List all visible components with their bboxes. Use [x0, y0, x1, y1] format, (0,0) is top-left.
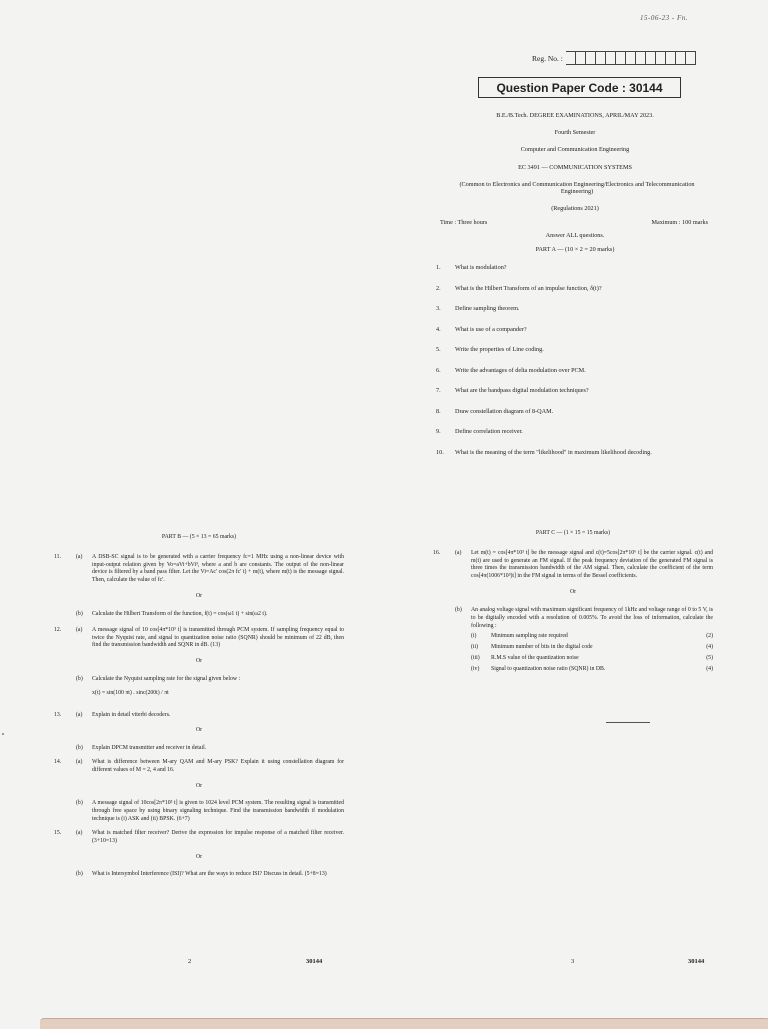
- or-separator: Or: [195, 853, 203, 860]
- subquestion: (iii) R.M.S value of the quantization noise (5): [471, 654, 713, 661]
- or-separator: Or: [195, 727, 203, 734]
- reg-no-box: [616, 51, 626, 65]
- handwritten-date-note: 15-06-23 - Fn.: [640, 14, 689, 22]
- list-item: 3. Define sampling theorem.: [436, 305, 520, 312]
- question-15a: 15. (a) What is matched filter receiver? Derive the expression for impulse response of a matched filter receiver. (3+10=13): [54, 829, 344, 844]
- reg-no-box: [606, 51, 616, 65]
- part-b-column: [54, 534, 344, 882]
- question-12a: 12. (a) A message signal of 10 cos[4π*10³ t] is transmitted through PCM system. If sampling frequency equal to twice the Nyquist rate, and signal to quantization noise ratio (SQNR) should be minimum of 22 dB, then find the transmission bandwidth and SQNR in dB. (13): [54, 626, 344, 649]
- reg-no-box: [626, 51, 636, 65]
- part-a-list: [436, 264, 736, 469]
- subquestion: (ii) Minimum number of bits in the digital code (4): [471, 644, 713, 651]
- reg-no-box: [666, 51, 676, 65]
- marks: (5+8=13): [304, 871, 327, 878]
- or-separator: Or: [195, 658, 203, 665]
- subquestion: (iv) Signal to quantization noise ratio (SQNR) in DB. (4): [471, 665, 713, 672]
- reg-no-box: [656, 51, 666, 65]
- regulations: (Regulations 2021): [551, 205, 599, 212]
- question-13b: (b) Explain DPCM transmitter and receiver in detail.: [76, 745, 207, 752]
- list-item: 2. What is the Hilbert Transform of an impulse function, δ(t)?: [436, 284, 602, 292]
- branch: Computer and Communication Engineering: [520, 146, 630, 153]
- question-11b: (b) Calculate the Hilbert Transform of the function, f(t) = cos(ω1 t) + sin(ω2 t).: [76, 610, 268, 617]
- common-to: (Common to Electronics and Communication Engineering/Electronics and Telecommunication Engineering): [459, 181, 695, 195]
- reg-no-label: Reg. No. :: [532, 53, 563, 63]
- reg-no-box: [596, 51, 606, 65]
- list-item: 9. Define correlation receiver.: [436, 428, 523, 435]
- reg-no-box: [586, 51, 596, 65]
- or-separator: Or: [569, 589, 577, 596]
- list-item: 7. What are the bandpass digital modulation techniques?: [436, 387, 589, 394]
- marks: (6+7): [176, 816, 190, 823]
- semester: Fourth Semester: [554, 129, 596, 136]
- question-13a: 13. (a) Explain in detail viterbi decoders.: [54, 711, 171, 718]
- reg-no-box: [676, 51, 686, 65]
- reg-no-box: [636, 51, 646, 65]
- scan-mark: [2, 733, 4, 735]
- equation: x(t) = sin(100 πt) . sinc(200t) / πt: [92, 689, 169, 696]
- question-11a: 11. (a) A DSB-SC signal is to be generated with a carrier frequency fc=1 MHz using a non-linear device with input-output relation given by Vo=aVi+bVi³, where a and b are constants. The output of the non-linear device is filtered by a band pass filter. Let the Vi=Ac' cos(2π fc' t) + m(t), where m(t) is the message signal. Then, calculate the value of fc'.: [54, 553, 344, 584]
- list-item: 10. What is the meaning of the term "likelihood" in maximum likelihood decoding.: [436, 448, 652, 456]
- question-15b: (b) What is Intersymbol Interference (ISI)? What are the ways to reduce ISI? Discuss in detail. (5+8=13): [76, 871, 327, 878]
- instruction: Answer ALL questions.: [545, 232, 605, 239]
- time-marks-row: [440, 219, 708, 226]
- part-c-heading: PART C — (1 × 15 = 15 marks): [535, 530, 611, 536]
- time-label: Time : Three hours: [440, 219, 488, 226]
- course-title: EC 3491 — COMMUNICATION SYSTEMS: [518, 164, 632, 171]
- part-c-column: [433, 530, 713, 677]
- list-item: 5. Write the properties of Line coding.: [436, 346, 544, 353]
- subquestion: (i) Minimum sampling rate required (2): [471, 633, 713, 640]
- page-number: 2: [188, 958, 192, 965]
- marks: (3+10=13): [92, 837, 117, 844]
- question-paper-code: Question Paper Code : 30144: [478, 77, 681, 98]
- max-marks: Maximum : 100 marks: [651, 219, 708, 226]
- end-divider: [606, 722, 650, 723]
- list-item: 1. What is modulation?: [436, 264, 507, 271]
- paper-code-footer: 30144: [688, 958, 705, 965]
- question-14a: 14. (a) What is difference between M-ary QAM and M-ary PSK? Explain it using constellation diagram for different values of M = 2, 4 and 16.: [54, 759, 344, 773]
- marks: (13): [210, 642, 221, 649]
- or-separator: Or: [195, 593, 203, 600]
- reg-no-box: [646, 51, 656, 65]
- part-b-heading: PART B — (5 × 13 = 65 marks): [161, 534, 237, 540]
- part-a-heading: PART A — (10 × 2 = 20 marks): [535, 246, 615, 253]
- question-16b: (b) An analog voltage signal with maximum significant frequency of 1kHz and voltage range of 0 to 5 V, is to be digitally encoded with a resolution of 0.005%. To avoid the loss of information, calculate the following :: [455, 606, 713, 629]
- reg-no-box: [686, 51, 696, 65]
- question-14b: (b) A message signal of 10cos[2π*10³ t] is given to 1024 level PCM system. The resulting signal is transmitted through free space by using binary signaling technique. Find the transmission bandwidth if modulation technique is (i) ASK and (ii) BPSK. (6+7): [76, 800, 344, 823]
- question-12b: (b) Calculate the Nyquist sampling rate for the signal given below : x(t) = sin(100 πt) . sinc(200t) / πt: [76, 675, 241, 696]
- exam-title: B.E./B.Tech. DEGREE EXAMINATIONS, APRIL/MAY 2023.: [496, 112, 654, 119]
- or-separator: Or: [195, 782, 203, 789]
- reg-no-box: [566, 51, 576, 65]
- paper-code-footer: 30144: [306, 958, 323, 965]
- list-item: 4. What is use of a compander?: [436, 325, 527, 333]
- reg-no-box: [576, 51, 586, 65]
- reg-no-field: [532, 50, 696, 66]
- list-item: 6. Write the advantages of delta modulation over PCM.: [436, 366, 586, 374]
- page-number: 3: [571, 958, 575, 965]
- question-16a: 16. (a) Let m(t) = cos[4π*10³ t] be the message signal and c(t)=5cos[2π*10⁶ t] be the carrier signal. c(t) and m(t) are used to generate an FM signal. If the peak frequency deviation of the generated FM signal is three times the transmission bandwidth of the AM signal. Then, calculate the coefficient of the term cos[4π(1006*10³)t] in the FM signal in terms of the Bessel coefficients.: [433, 549, 713, 580]
- list-item: 8. Draw constellation diagram of 8-QAM.: [436, 407, 554, 415]
